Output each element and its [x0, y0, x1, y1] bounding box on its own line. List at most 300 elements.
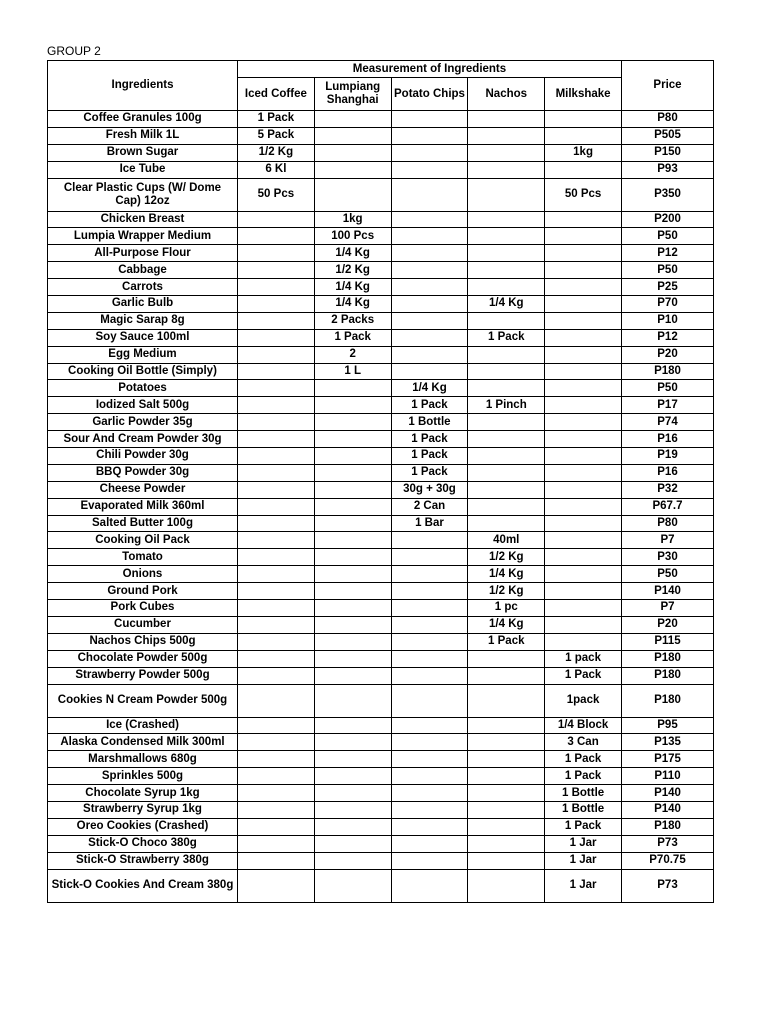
measurement-cell: 50 Pcs — [237, 178, 314, 211]
price-cell: P80 — [621, 515, 713, 532]
measurement-cell — [391, 566, 468, 583]
measurement-cell: 1/4 Kg — [314, 279, 391, 296]
measurement-cell — [314, 717, 391, 734]
measurement-cell — [391, 111, 468, 128]
measurement-cell: 1/4 Kg — [391, 380, 468, 397]
measurement-cell — [468, 431, 545, 448]
table-row — [48, 818, 714, 835]
price-cell: P115 — [621, 633, 713, 650]
table-row — [48, 667, 714, 684]
measurement-cell — [468, 818, 545, 835]
measurement-cell: 1 Bar — [391, 515, 468, 532]
measurement-cell — [314, 734, 391, 751]
ingredient-name: Carrots — [48, 279, 238, 296]
measurement-cell — [468, 785, 545, 802]
measurement-cell — [314, 869, 391, 902]
measurement-cell — [545, 111, 622, 128]
ingredients-table — [47, 60, 714, 903]
measurement-cell: 1kg — [314, 211, 391, 228]
ingredient-name: All-Purpose Flour — [48, 245, 238, 262]
measurement-cell — [314, 785, 391, 802]
measurement-cell — [391, 650, 468, 667]
ingredient-name: Chicken Breast — [48, 211, 238, 228]
measurement-cell — [545, 346, 622, 363]
measurement-cell — [237, 785, 314, 802]
measurement-cell: 1/4 Kg — [314, 296, 391, 313]
measurement-cell — [314, 111, 391, 128]
measurement-cell — [391, 852, 468, 869]
ingredient-name: Soy Sauce 100ml — [48, 329, 238, 346]
measurement-cell — [314, 448, 391, 465]
measurement-cell: 2 Can — [391, 498, 468, 515]
measurement-cell — [237, 245, 314, 262]
measurement-cell — [391, 211, 468, 228]
price-cell: P200 — [621, 211, 713, 228]
measurement-cell — [314, 566, 391, 583]
measurement-cell — [468, 751, 545, 768]
measurement-cell — [237, 650, 314, 667]
price-cell: P140 — [621, 583, 713, 600]
measurement-cell — [468, 835, 545, 852]
price-cell: P12 — [621, 329, 713, 346]
measurement-cell — [545, 414, 622, 431]
measurement-cell: 1 Pack — [468, 633, 545, 650]
table-row — [48, 852, 714, 869]
table-row — [48, 380, 714, 397]
measurement-cell — [237, 835, 314, 852]
ingredient-name: Pork Cubes — [48, 600, 238, 617]
measurement-cell — [237, 431, 314, 448]
measurement-cell — [391, 785, 468, 802]
measurement-cell: 1/2 Kg — [468, 549, 545, 566]
price-cell: P505 — [621, 127, 713, 144]
measurement-cell: 1 Jar — [545, 869, 622, 902]
measurement-cell — [468, 380, 545, 397]
measurement-cell — [391, 245, 468, 262]
measurement-cell — [468, 650, 545, 667]
ingredient-name: Potatoes — [48, 380, 238, 397]
table-row — [48, 279, 714, 296]
measurement-cell — [391, 835, 468, 852]
table-row — [48, 464, 714, 481]
table-row — [48, 835, 714, 852]
price-cell: P7 — [621, 600, 713, 617]
measurement-cell — [314, 161, 391, 178]
measurement-cell — [237, 498, 314, 515]
price-cell: P80 — [621, 111, 713, 128]
measurement-cell — [237, 852, 314, 869]
table-row — [48, 397, 714, 414]
measurement-cell — [314, 464, 391, 481]
measurement-cell — [545, 566, 622, 583]
table-row — [48, 127, 714, 144]
measurement-cell — [314, 431, 391, 448]
price-cell: P20 — [621, 616, 713, 633]
measurement-cell: 1/4 Kg — [314, 245, 391, 262]
price-cell: P180 — [621, 363, 713, 380]
measurement-cell: 5 Pack — [237, 127, 314, 144]
measurement-cell — [314, 515, 391, 532]
table-row — [48, 633, 714, 650]
measurement-cell — [237, 363, 314, 380]
measurement-cell — [314, 144, 391, 161]
measurement-cell — [468, 279, 545, 296]
price-cell: P12 — [621, 245, 713, 262]
measurement-cell — [545, 363, 622, 380]
measurement-cell — [468, 768, 545, 785]
ingredient-name: Oreo Cookies (Crashed) — [48, 818, 238, 835]
measurement-cell — [314, 178, 391, 211]
measurement-cell: 100 Pcs — [314, 228, 391, 245]
measurement-cell: 1pack — [545, 684, 622, 717]
measurement-cell — [391, 178, 468, 211]
table-row — [48, 566, 714, 583]
measurement-cell — [391, 583, 468, 600]
measurement-cell — [237, 818, 314, 835]
measurement-cell — [314, 549, 391, 566]
measurement-cell: 1/4 Kg — [468, 616, 545, 633]
measurement-cell — [391, 329, 468, 346]
table-row — [48, 616, 714, 633]
measurement-cell — [237, 228, 314, 245]
price-cell: P7 — [621, 532, 713, 549]
price-cell: P95 — [621, 717, 713, 734]
dish-header-nachos: Nachos — [468, 78, 545, 111]
measurement-cell: 1 L — [314, 363, 391, 380]
measurement-cell — [237, 734, 314, 751]
measurement-cell — [237, 397, 314, 414]
measurement-cell: 1/2 Kg — [314, 262, 391, 279]
price-cell: P180 — [621, 818, 713, 835]
measurement-cell — [237, 751, 314, 768]
table-row — [48, 245, 714, 262]
price-cell: P50 — [621, 262, 713, 279]
measurement-cell: 1 Pack — [391, 397, 468, 414]
table-body — [48, 111, 714, 903]
price-cell: P67.7 — [621, 498, 713, 515]
table-row — [48, 751, 714, 768]
measurement-cell — [391, 768, 468, 785]
measurement-cell — [314, 414, 391, 431]
measurement-cell — [545, 448, 622, 465]
ingredient-name: Cookies N Cream Powder 500g — [48, 684, 238, 717]
ingredient-name: Clear Plastic Cups (W/ Dome Cap) 12oz — [48, 178, 238, 211]
measurement-cell — [237, 616, 314, 633]
price-cell: P20 — [621, 346, 713, 363]
measurement-cell — [468, 464, 545, 481]
table-row — [48, 262, 714, 279]
measurement-cell — [545, 279, 622, 296]
price-cell: P175 — [621, 751, 713, 768]
dish-header-lumpiang-shanghai: Lumpiang Shanghai — [314, 78, 391, 111]
measurement-cell — [545, 600, 622, 617]
measurement-cell — [391, 363, 468, 380]
measurement-cell — [237, 211, 314, 228]
dish-header-potato-chips: Potato Chips — [391, 78, 468, 111]
measurement-cell — [545, 549, 622, 566]
measurement-cell — [391, 801, 468, 818]
ingredient-name: Strawberry Syrup 1kg — [48, 801, 238, 818]
measurement-cell — [391, 684, 468, 717]
ingredient-name: Stick-O Strawberry 380g — [48, 852, 238, 869]
ingredient-name: BBQ Powder 30g — [48, 464, 238, 481]
measurement-cell: 1 Pack — [545, 818, 622, 835]
measurement-cell — [314, 481, 391, 498]
table-row — [48, 650, 714, 667]
measurement-cell: 3 Can — [545, 734, 622, 751]
measurement-cell — [314, 616, 391, 633]
price-cell: P180 — [621, 667, 713, 684]
measurement-cell — [391, 161, 468, 178]
ingredient-name: Egg Medium — [48, 346, 238, 363]
price-cell: P30 — [621, 549, 713, 566]
measurement-cell — [545, 397, 622, 414]
measurement-cell — [391, 312, 468, 329]
measurement-cell — [391, 751, 468, 768]
measurement-cell — [391, 279, 468, 296]
measurement-cell: 1 Pinch — [468, 397, 545, 414]
table-row — [48, 312, 714, 329]
measurement-cell — [468, 414, 545, 431]
ingredients-header: Ingredients — [48, 61, 238, 111]
measurement-cell: 1/4 Kg — [468, 296, 545, 313]
measurement-cell — [468, 498, 545, 515]
measurement-cell — [391, 600, 468, 617]
price-cell: P93 — [621, 161, 713, 178]
measurement-cell — [391, 616, 468, 633]
measurement-cell — [391, 532, 468, 549]
measurement-cell: 2 — [314, 346, 391, 363]
measurement-cell — [314, 600, 391, 617]
measurement-cell: 1 pc — [468, 600, 545, 617]
price-cell: P25 — [621, 279, 713, 296]
measurement-cell — [314, 380, 391, 397]
price-cell: P70.75 — [621, 852, 713, 869]
measurement-cell — [314, 583, 391, 600]
table-row — [48, 600, 714, 617]
measurement-cell — [468, 481, 545, 498]
ingredient-name: Onions — [48, 566, 238, 583]
measurement-cell — [314, 498, 391, 515]
price-cell: P74 — [621, 414, 713, 431]
measurement-cell — [391, 144, 468, 161]
ingredient-name: Tomato — [48, 549, 238, 566]
measurement-cell — [237, 869, 314, 902]
measurement-cell: 1 Bottle — [545, 785, 622, 802]
dish-header-milkshake: Milkshake — [545, 78, 622, 111]
ingredient-name: Cooking Oil Bottle (Simply) — [48, 363, 238, 380]
measurement-cell — [468, 245, 545, 262]
measurement-cell — [314, 127, 391, 144]
measurement-cell: 1 Jar — [545, 852, 622, 869]
price-cell: P50 — [621, 566, 713, 583]
price-cell: P32 — [621, 481, 713, 498]
measurement-cell: 1kg — [545, 144, 622, 161]
table-row — [48, 515, 714, 532]
table-row — [48, 296, 714, 313]
measurement-cell: 1 Pack — [545, 667, 622, 684]
table-row — [48, 717, 714, 734]
measurement-cell — [237, 515, 314, 532]
ingredient-name: Coffee Granules 100g — [48, 111, 238, 128]
measurement-cell — [391, 262, 468, 279]
measurement-cell — [237, 279, 314, 296]
measurement-cell — [314, 801, 391, 818]
measurement-cell — [391, 633, 468, 650]
measurement-cell — [314, 835, 391, 852]
measurement-cell — [545, 262, 622, 279]
price-cell: P180 — [621, 650, 713, 667]
measurement-cell: 1 Pack — [237, 111, 314, 128]
measurement-cell — [468, 717, 545, 734]
ingredient-name: Ice Tube — [48, 161, 238, 178]
price-cell: P17 — [621, 397, 713, 414]
measurement-cell: 1 Jar — [545, 835, 622, 852]
measurement-cell — [237, 414, 314, 431]
table-row — [48, 768, 714, 785]
table-row — [48, 111, 714, 128]
measurement-cell — [237, 329, 314, 346]
measurement-cell — [237, 262, 314, 279]
table-row — [48, 144, 714, 161]
measurement-cell — [468, 734, 545, 751]
measurement-cell — [314, 532, 391, 549]
measurement-cell: 1 Pack — [391, 448, 468, 465]
measurement-cell — [237, 296, 314, 313]
table-row — [48, 734, 714, 751]
ingredient-name: Cabbage — [48, 262, 238, 279]
price-cell: P73 — [621, 869, 713, 902]
price-cell: P135 — [621, 734, 713, 751]
measurement-cell — [237, 481, 314, 498]
price-cell: P140 — [621, 785, 713, 802]
table-row — [48, 549, 714, 566]
measurement-cell: 1/2 Kg — [237, 144, 314, 161]
measurement-cell — [545, 498, 622, 515]
table-row — [48, 785, 714, 802]
measurement-cell — [391, 549, 468, 566]
table-row — [48, 481, 714, 498]
measurement-cell — [391, 127, 468, 144]
measurement-cell — [314, 768, 391, 785]
measurement-cell — [545, 515, 622, 532]
price-cell: P350 — [621, 178, 713, 211]
table-row — [48, 228, 714, 245]
ingredient-name: Alaska Condensed Milk 300ml — [48, 734, 238, 751]
measurement-cell — [314, 684, 391, 717]
measurement-cell — [314, 633, 391, 650]
measurement-cell — [468, 228, 545, 245]
measurement-cell: 1 Pack — [314, 329, 391, 346]
measurement-cell: 40ml — [468, 532, 545, 549]
ingredient-name: Stick-O Choco 380g — [48, 835, 238, 852]
measurement-cell — [545, 312, 622, 329]
measurement-cell — [391, 667, 468, 684]
measurement-cell — [237, 600, 314, 617]
ingredient-name: Chocolate Syrup 1kg — [48, 785, 238, 802]
measurement-cell — [391, 734, 468, 751]
measurement-cell — [237, 448, 314, 465]
table-row — [48, 363, 714, 380]
measurement-cell — [545, 481, 622, 498]
measurement-cell: 1/2 Kg — [468, 583, 545, 600]
table-row — [48, 211, 714, 228]
measurement-cell — [468, 111, 545, 128]
measurement-cell: 1/4 Kg — [468, 566, 545, 583]
ingredient-name: Cheese Powder — [48, 481, 238, 498]
measurement-cell — [545, 161, 622, 178]
measurement-cell: 1 Pack — [545, 768, 622, 785]
price-cell: P73 — [621, 835, 713, 852]
measurement-cell: 1 Bottle — [545, 801, 622, 818]
ingredient-name: Garlic Bulb — [48, 296, 238, 313]
ingredient-name: Chili Powder 30g — [48, 448, 238, 465]
price-cell: P70 — [621, 296, 713, 313]
measurement-cell — [545, 228, 622, 245]
table-row — [48, 329, 714, 346]
measurement-cell — [391, 228, 468, 245]
measurement-cell — [545, 380, 622, 397]
measurement-cell — [237, 768, 314, 785]
table-row — [48, 448, 714, 465]
measurement-cell — [545, 633, 622, 650]
measurement-cell — [314, 818, 391, 835]
ingredient-name: Strawberry Powder 500g — [48, 667, 238, 684]
ingredient-name: Cucumber — [48, 616, 238, 633]
price-cell: P50 — [621, 228, 713, 245]
measurement-cell — [391, 869, 468, 902]
measurement-cell — [391, 717, 468, 734]
measurement-cell: 1/4 Block — [545, 717, 622, 734]
ingredient-name: Lumpia Wrapper Medium — [48, 228, 238, 245]
measurement-cell — [237, 684, 314, 717]
measurement-cell — [237, 566, 314, 583]
measurement-cell — [237, 549, 314, 566]
ingredient-name: Magic Sarap 8g — [48, 312, 238, 329]
price-cell: P140 — [621, 801, 713, 818]
measurement-cell — [468, 515, 545, 532]
price-cell: P10 — [621, 312, 713, 329]
measurement-cell — [237, 312, 314, 329]
table-row — [48, 431, 714, 448]
measurement-cell — [468, 852, 545, 869]
table-row — [48, 532, 714, 549]
ingredient-name: Cooking Oil Pack — [48, 532, 238, 549]
ingredient-name: Iodized Salt 500g — [48, 397, 238, 414]
measurement-cell — [545, 616, 622, 633]
measurement-cell — [237, 583, 314, 600]
ingredient-name: Sour And Cream Powder 30g — [48, 431, 238, 448]
table-row — [48, 161, 714, 178]
ingredient-name: Garlic Powder 35g — [48, 414, 238, 431]
measurement-cell — [314, 751, 391, 768]
measurement-cell: 1 Bottle — [391, 414, 468, 431]
measurement-cell: 1 Pack — [545, 751, 622, 768]
measurement-cell — [314, 650, 391, 667]
measurement-cell — [237, 532, 314, 549]
table-row — [48, 684, 714, 717]
price-cell: P50 — [621, 380, 713, 397]
measurement-cell: 1 Pack — [391, 464, 468, 481]
ingredient-name: Sprinkles 500g — [48, 768, 238, 785]
measurement-cell — [545, 532, 622, 549]
price-header: Price — [621, 61, 713, 111]
ingredient-name: Nachos Chips 500g — [48, 633, 238, 650]
table-row — [48, 869, 714, 902]
measurement-cell — [237, 380, 314, 397]
measurement-cell — [545, 583, 622, 600]
measurement-cell — [468, 144, 545, 161]
